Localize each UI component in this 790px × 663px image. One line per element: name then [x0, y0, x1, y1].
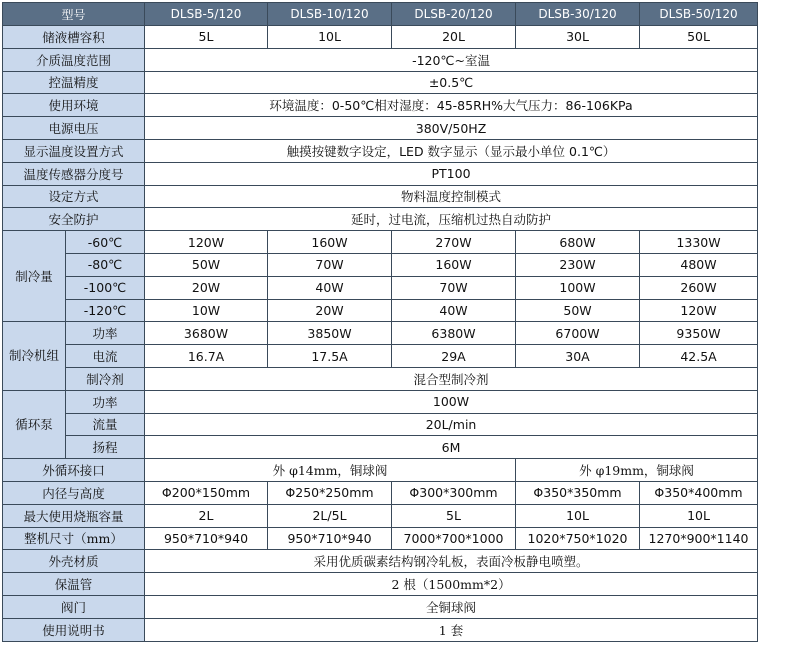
group-label: 循环泵: [3, 390, 66, 458]
cell: PT100: [145, 162, 758, 185]
table-row: [3, 459, 758, 482]
table-row: [3, 71, 758, 94]
cell: Φ350*350mm: [516, 481, 640, 504]
cell: 50L: [640, 26, 758, 49]
cell: 外 φ19mm，铜球阀: [516, 459, 758, 482]
row-label: 外循环接口: [3, 459, 145, 482]
cell: 100W: [516, 276, 640, 299]
table-row: [3, 504, 758, 527]
cell: -120℃~室温: [145, 48, 758, 71]
row-label: 外壳材质: [3, 550, 145, 573]
cell: 10L: [268, 26, 392, 49]
cell: 3680W: [145, 322, 268, 345]
cell: 50W: [516, 299, 640, 322]
cell: 680W: [516, 231, 640, 254]
table-row: [3, 94, 758, 117]
cell: 5L: [145, 26, 268, 49]
row-label: 保温管: [3, 573, 145, 596]
cell: 120W: [145, 231, 268, 254]
model-label: 型号: [3, 3, 145, 26]
cell: 1 套: [145, 618, 758, 641]
group-label: 制冷量: [3, 231, 66, 322]
header-row: [3, 3, 758, 26]
table-row: [3, 208, 758, 231]
cell: 6M: [145, 436, 758, 459]
cell: 29A: [392, 345, 516, 368]
cell: 40W: [268, 276, 392, 299]
row-label: 最大使用烧瓶容量: [3, 504, 145, 527]
sub-label: -120℃: [66, 299, 145, 322]
cell: 9350W: [640, 322, 758, 345]
sub-label: -60℃: [66, 231, 145, 254]
table-row: [3, 322, 758, 345]
sub-label: 功率: [66, 322, 145, 345]
row-label: 储液槽容积: [3, 26, 145, 49]
table-row: [3, 276, 758, 299]
row-label: 安全防护: [3, 208, 145, 231]
table-row: [3, 185, 758, 208]
row-label: 阀门: [3, 595, 145, 618]
table-row: [3, 413, 758, 436]
cell: 20L/min: [145, 413, 758, 436]
sub-label: 扬程: [66, 436, 145, 459]
cell: 全铜球阀: [145, 595, 758, 618]
table-row: [3, 618, 758, 641]
cell: 50W: [145, 253, 268, 276]
model-5: DLSB-50/120: [640, 3, 758, 26]
cell: 2L: [145, 504, 268, 527]
row-label: 温度传感器分度号: [3, 162, 145, 185]
cell: 6700W: [516, 322, 640, 345]
row-label: 介质温度范围: [3, 48, 145, 71]
cell: ±0.5℃: [145, 71, 758, 94]
cell: 950*710*940: [268, 527, 392, 550]
model-2: DLSB-10/120: [268, 3, 392, 26]
cell: 7000*700*1000: [392, 527, 516, 550]
cell: 5L: [392, 504, 516, 527]
sub-label: 流量: [66, 413, 145, 436]
cell: 6380W: [392, 322, 516, 345]
table-row: [3, 390, 758, 413]
row-label: 显示温度设置方式: [3, 139, 145, 162]
table-row: [3, 117, 758, 140]
cell: 30A: [516, 345, 640, 368]
cell: 70W: [392, 276, 516, 299]
cell: 10L: [516, 504, 640, 527]
cell: 480W: [640, 253, 758, 276]
table-row: [3, 231, 758, 254]
table-row: [3, 345, 758, 368]
cell: 100W: [145, 390, 758, 413]
sub-label: 制冷剂: [66, 367, 145, 390]
cell: 20W: [145, 276, 268, 299]
cell: 160W: [392, 253, 516, 276]
table-row: [3, 481, 758, 504]
row-label: 设定方式: [3, 185, 145, 208]
cell: 270W: [392, 231, 516, 254]
group-label: 制冷机组: [3, 322, 66, 390]
table-row: [3, 550, 758, 573]
row-label: 使用说明书: [3, 618, 145, 641]
table-row: [3, 527, 758, 550]
row-label: 电源电压: [3, 117, 145, 140]
spec-table: [2, 2, 758, 642]
sub-label: 电流: [66, 345, 145, 368]
cell: 230W: [516, 253, 640, 276]
cell: 采用优质碳素结构钢冷轧板，表面冷板静电喷塑。: [145, 550, 758, 573]
cell: 260W: [640, 276, 758, 299]
model-3: DLSB-20/120: [392, 3, 516, 26]
cell: 16.7A: [145, 345, 268, 368]
model-1: DLSB-5/120: [145, 3, 268, 26]
row-label: 内径与高度: [3, 481, 145, 504]
cell: Φ250*250mm: [268, 481, 392, 504]
cell: 延时，过电流，压缩机过热自动防护: [145, 208, 758, 231]
cell: 3850W: [268, 322, 392, 345]
cell: 1020*750*1020: [516, 527, 640, 550]
table-row: [3, 26, 758, 49]
cell: 20L: [392, 26, 516, 49]
cell: 10L: [640, 504, 758, 527]
cell: 30L: [516, 26, 640, 49]
sub-label: 功率: [66, 390, 145, 413]
cell: 17.5A: [268, 345, 392, 368]
cell: 环境温度：0-50℃相对湿度：45-85RH%大气压力：86-106KPa: [145, 94, 758, 117]
cell: 20W: [268, 299, 392, 322]
cell: 70W: [268, 253, 392, 276]
cell: 380V/50HZ: [145, 117, 758, 140]
cell: 触摸按键数字设定，LED 数字显示（显示最小单位 0.1℃）: [145, 139, 758, 162]
cell: 40W: [392, 299, 516, 322]
table-row: [3, 367, 758, 390]
cell: Φ200*150mm: [145, 481, 268, 504]
cell: 外 φ14mm，铜球阀: [145, 459, 516, 482]
sub-label: -100℃: [66, 276, 145, 299]
cell: 2 根（1500mm*2）: [145, 573, 758, 596]
table-row: [3, 436, 758, 459]
row-label: 整机尺寸（mm）: [3, 527, 145, 550]
cell: 10W: [145, 299, 268, 322]
cell: 2L/5L: [268, 504, 392, 527]
table-row: [3, 253, 758, 276]
row-label: 控温精度: [3, 71, 145, 94]
table-row: [3, 595, 758, 618]
cell: 1270*900*1140: [640, 527, 758, 550]
row-label: 使用环境: [3, 94, 145, 117]
table-row: [3, 162, 758, 185]
cell: 160W: [268, 231, 392, 254]
cell: 1330W: [640, 231, 758, 254]
cell: Φ350*400mm: [640, 481, 758, 504]
cell: 物料温度控制模式: [145, 185, 758, 208]
table-row: [3, 48, 758, 71]
sub-label: -80℃: [66, 253, 145, 276]
cell: Φ300*300mm: [392, 481, 516, 504]
cell: 42.5A: [640, 345, 758, 368]
model-4: DLSB-30/120: [516, 3, 640, 26]
cell: 混合型制冷剂: [145, 367, 758, 390]
cell: 120W: [640, 299, 758, 322]
table-row: [3, 573, 758, 596]
cell: 950*710*940: [145, 527, 268, 550]
table-row: [3, 299, 758, 322]
table-row: [3, 139, 758, 162]
spec-table-container: [2, 2, 758, 642]
